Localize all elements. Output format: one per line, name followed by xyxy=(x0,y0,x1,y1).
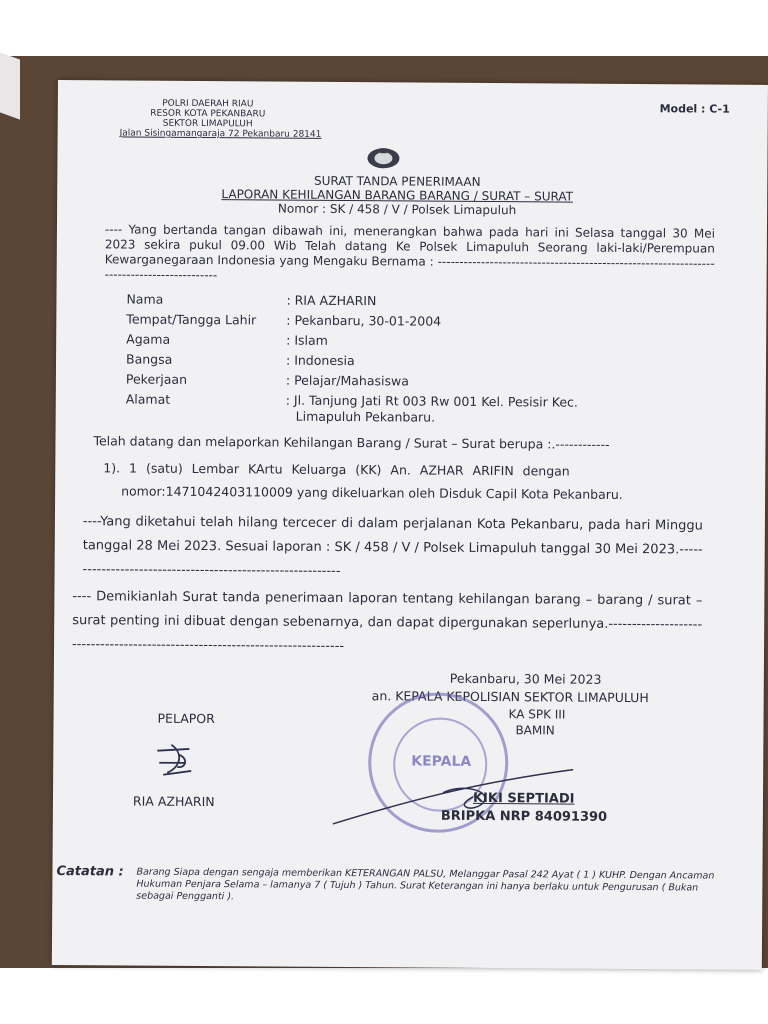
identity-value-address-2: Limapuluh Pekanbaru. xyxy=(295,408,436,425)
lost-item-line-1: 1). 1 (satu) Lembar KArtu Keluarga (KK) An. AZHAR ARIFIN dengan xyxy=(103,460,570,479)
report-line: Telah datang dan melaporkan Kehilangan Barang / Surat – Surat berupa :.------------ xyxy=(93,433,610,452)
identity-value-religion: : Islam xyxy=(286,332,328,348)
police-emblem-icon xyxy=(365,146,401,170)
identity-label-job: Pekerjaan xyxy=(125,371,188,387)
identity-value-address: : Jl. Tanjung Jati Rt 003 Rw 001 Kel. Pesisir Kec. xyxy=(285,392,578,410)
second-paper-edge xyxy=(0,52,20,119)
reporter-name: RIA AZHARIN xyxy=(132,793,215,810)
sign-place-date: Pekanbaru, 30 Mei 2023 xyxy=(449,670,602,687)
officer-rank: BRIPKA NRP 84091390 xyxy=(440,808,608,825)
identity-label-birth: Tempat/Tangga Lahir xyxy=(126,311,257,328)
model-code: Model : C-1 xyxy=(659,102,730,116)
note-text: Barang Siapa dengan sengaja memberikan KETERANGAN PALSU, Melanggar Pasal 242 Ayat ( 1 ) KUHP. Dengan Ancaman Hukuman Penjara Selama – lamanya 7 ( Tujuh ) Tahun. Surat Keterangan ini hanya berlaku untuk Pengurusan ( Bukan sebagai Pengganti ). xyxy=(136,866,715,903)
header-address: Jalan Sisingamangaraja 72 Pekanbaru 28141 xyxy=(119,128,322,140)
identity-label-address: Alamat xyxy=(125,391,171,407)
document-number: Nomor : SK / 458 / V / Polsek Limapuluh xyxy=(277,201,517,218)
reporter-label: PELAPOR xyxy=(157,710,215,727)
header-line-2: RESOR KOTA PEKANBARU xyxy=(150,108,266,120)
identity-value-job: : Pelajar/Mahasiswa xyxy=(285,372,409,389)
sign-bamin: BAMIN xyxy=(515,723,555,738)
known-lost-paragraph: ----Yang diketahui telah hilang tercecer di dalam perjalanan Kota Pekanbaru, pada hari Minggu tanggal 28 Mei 2023. Sesuai laporan : SK / 458 / V / Polsek Limapuluh tanggal 30 Mei 2023.------------------------------------------------------------ xyxy=(82,514,703,579)
sign-ka-spk: KA SPK III xyxy=(508,707,566,722)
identity-label-name: Nama xyxy=(126,291,164,307)
sign-on-behalf: an. KEPALA KEPOLISIAN SEKTOR LIMAPULUH xyxy=(371,688,649,706)
document-subtitle: LAPORAN KEHILANGAN BARANG BARANG / SURAT – SURAT xyxy=(221,187,574,204)
identity-value-nation: : Indonesia xyxy=(285,352,355,369)
identity-value-name: : RIA AZHARIN xyxy=(286,292,377,309)
lost-item-line-2: nomor:1471042403110009 yang dikeluarkan oleh Disduk Capil Kota Pekanbaru. xyxy=(121,483,623,502)
header-line-3: SEKTOR LIMAPULUH xyxy=(162,118,253,130)
document-title: SURAT TANDA PENERIMAAN xyxy=(313,173,481,189)
closing-paragraph: ---- Demikianlah Surat tanda penerimaan laporan tentang kehilangan barang – barang / surat – surat penting ini dibuat dengan sebenarnya, dan dapat dipergunakan seperlunya.------------------------------------------------------------------------------ xyxy=(72,589,703,655)
identity-value-birth: : Pekanbaru, 30-01-2004 xyxy=(286,312,442,329)
intro-paragraph: ---- Yang bertanda tangan dibawah ini, menerangkan bahwa pada hari ini Selasa tanggal 30 Mei 2023 sekira pukul 09.00 Wib Telah datang Ke Polsek Limapuluh Seorang laki-laki/Perempuan Kewarganegaraan Indonesia yang Mengaku Bernama : ------------------------------------------------------------------------------------------ xyxy=(104,222,715,283)
police-report-document xyxy=(52,80,768,970)
header-line-1: POLRI DAERAH RIAU xyxy=(162,98,254,110)
officer-name: KIKI SEPTIADI xyxy=(472,790,575,807)
stamp-text: KEPALA xyxy=(411,753,472,770)
identity-label-religion: Agama xyxy=(126,331,171,347)
reporter-signature xyxy=(149,741,199,781)
identity-label-nation: Bangsa xyxy=(126,351,173,367)
note-label: Catatan : xyxy=(56,864,124,880)
